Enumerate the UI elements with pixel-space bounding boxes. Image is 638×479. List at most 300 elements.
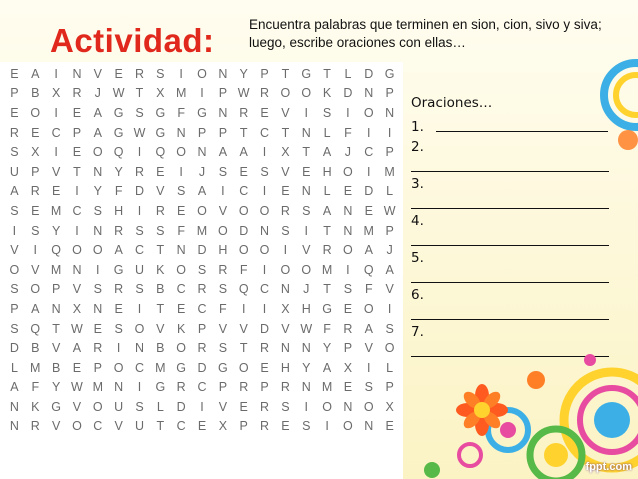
- grid-letter: E: [343, 184, 353, 199]
- grid-letter: L: [386, 184, 394, 199]
- grid-letter: N: [364, 86, 374, 101]
- grid-letter: X: [218, 419, 228, 434]
- grid-letter: O: [301, 262, 312, 277]
- grid-letter: F: [177, 223, 185, 238]
- grid-letter: L: [344, 66, 352, 81]
- grid-letter: N: [385, 105, 395, 120]
- grid-letter: J: [303, 282, 310, 297]
- grid-letter: O: [280, 262, 291, 277]
- grid-letter: I: [54, 66, 58, 81]
- grid-letter: N: [197, 145, 207, 160]
- grid-letter: I: [367, 164, 371, 179]
- grid-letter: W: [383, 203, 396, 218]
- grid-letter: C: [176, 282, 186, 297]
- grid-letter: T: [156, 301, 165, 316]
- sentence-number: 4.: [411, 213, 424, 229]
- grid-letter: V: [156, 184, 165, 199]
- grid-letter: O: [259, 203, 270, 218]
- grid-letter: N: [93, 223, 103, 238]
- grid-letter: K: [322, 86, 332, 101]
- grid-letter: J: [344, 145, 352, 160]
- grid-letter: N: [176, 125, 186, 140]
- grid-letter: I: [283, 243, 288, 258]
- grid-letter: N: [9, 399, 19, 414]
- grid-letter: I: [200, 399, 204, 414]
- sentence-blank-line[interactable]: [411, 194, 609, 209]
- grid-letter: N: [280, 341, 290, 356]
- grid-letter: J: [198, 164, 206, 179]
- grid-letter: U: [114, 399, 124, 414]
- grid-row: [4, 64, 400, 84]
- sentence-blank-line[interactable]: [411, 231, 609, 246]
- grid-letter: E: [385, 419, 394, 434]
- grid-letter: M: [363, 223, 374, 238]
- grid-letter: O: [92, 399, 103, 414]
- grid-letter: R: [260, 399, 270, 414]
- grid-letter: O: [113, 360, 124, 375]
- grid-letter: T: [239, 125, 248, 140]
- grid-letter: Y: [93, 184, 102, 199]
- grid-letter: R: [343, 321, 353, 336]
- grid-letter: Q: [363, 262, 374, 277]
- grid-letter: F: [177, 105, 185, 120]
- grid-row: [4, 142, 400, 162]
- sentence-number: 1.: [411, 119, 424, 135]
- grid-letter: T: [323, 66, 331, 81]
- grid-letter: V: [51, 419, 61, 434]
- grid-letter: A: [31, 66, 40, 81]
- grid-letter: E: [31, 125, 40, 140]
- grid-letter: O: [134, 321, 145, 336]
- grid-letter: O: [384, 341, 395, 356]
- grid-letter: I: [346, 105, 350, 120]
- grid-letter: C: [197, 380, 207, 395]
- grid-letter: O: [363, 399, 374, 414]
- grid-letter: M: [175, 86, 187, 101]
- grid-letter: E: [343, 380, 353, 395]
- grid-letter: C: [197, 301, 207, 316]
- grid-row: [4, 338, 400, 358]
- instructions-text: Encuentra palabras que terminen en sion, cion, sivo y siva; luego, escribe oraciones con ellas…: [249, 17, 602, 50]
- grid-letter: T: [156, 243, 165, 258]
- sentence-number: 5.: [411, 250, 424, 266]
- grid-letter: V: [218, 321, 228, 336]
- grid-letter: P: [197, 125, 207, 140]
- grid-letter: Y: [302, 360, 311, 375]
- grid-letter: I: [116, 341, 121, 356]
- grid-row: [4, 201, 400, 221]
- grid-letter: I: [304, 105, 308, 120]
- grid-letter: B: [31, 86, 40, 101]
- grid-letter: A: [364, 243, 373, 258]
- grid-letter: V: [10, 243, 19, 258]
- grid-letter: S: [343, 282, 353, 297]
- grid-letter: P: [72, 125, 82, 140]
- grid-letter: R: [155, 203, 165, 218]
- grid-letter: A: [10, 380, 19, 395]
- grid-letter: S: [197, 262, 207, 277]
- grid-letter: S: [281, 223, 290, 238]
- grid-letter: O: [176, 341, 187, 356]
- grid-letter: I: [304, 223, 308, 238]
- grid-letter: H: [301, 301, 311, 316]
- grid-letter: A: [322, 203, 332, 218]
- grid-letter: D: [364, 66, 374, 81]
- grid-letter: A: [322, 145, 332, 160]
- grid-letter: I: [325, 419, 329, 434]
- grid-letter: O: [197, 203, 207, 218]
- grid-letter: L: [156, 399, 164, 414]
- grid-letter: V: [156, 321, 165, 336]
- grid-row: [4, 84, 400, 104]
- grid-letter: P: [239, 419, 248, 434]
- grid-letter: L: [10, 360, 18, 375]
- grid-letter: S: [156, 223, 165, 238]
- grid-letter: I: [137, 145, 142, 160]
- grid-letter: Y: [322, 341, 332, 356]
- grid-letter: S: [135, 105, 144, 120]
- sentence-blank-line[interactable]: [436, 119, 608, 132]
- grid-letter: W: [133, 125, 146, 140]
- sentence-item: [411, 137, 626, 172]
- grid-letter: H: [114, 203, 124, 218]
- grid-letter: R: [260, 419, 270, 434]
- grid-letter: I: [387, 125, 392, 140]
- grid-letter: P: [385, 86, 394, 101]
- grid-letter: L: [323, 125, 331, 140]
- sentence-blank-line[interactable]: [411, 305, 609, 320]
- grid-letter: I: [137, 203, 142, 218]
- grid-letter: S: [93, 203, 102, 218]
- grid-letter: N: [280, 282, 290, 297]
- grid-letter: I: [179, 164, 183, 179]
- grid-letter: A: [93, 105, 102, 120]
- grid-letter: N: [134, 341, 144, 356]
- grid-letter: X: [156, 86, 165, 101]
- grid-letter: V: [93, 66, 102, 81]
- grid-letter: I: [96, 262, 100, 277]
- grid-letter: V: [51, 341, 61, 356]
- grid-letter: C: [176, 419, 186, 434]
- grid-letter: S: [218, 341, 228, 356]
- grid-letter: V: [364, 341, 373, 356]
- grid-row: [4, 260, 400, 280]
- grid-letter: O: [343, 419, 353, 434]
- grid-letter: R: [93, 341, 103, 356]
- grid-letter: E: [260, 360, 269, 375]
- grid-letter: E: [177, 203, 186, 218]
- grid-letter: P: [10, 301, 19, 316]
- grid-letter: F: [114, 184, 123, 199]
- grid-letter: E: [114, 301, 123, 316]
- grid-row: [4, 299, 400, 319]
- grid-letter: P: [51, 282, 61, 297]
- grid-letter: F: [31, 380, 40, 395]
- grid-letter: S: [177, 184, 186, 199]
- grid-letter: O: [280, 86, 291, 101]
- grid-letter: X: [343, 360, 353, 375]
- grid-letter: O: [363, 301, 374, 316]
- grid-letter: U: [9, 164, 19, 179]
- grid-letter: A: [31, 301, 40, 316]
- grid-letter: T: [281, 66, 290, 81]
- grid-letter: O: [30, 282, 41, 297]
- grid-letter: S: [260, 164, 269, 179]
- grid-letter: H: [322, 164, 332, 179]
- grid-letter: Y: [51, 380, 61, 395]
- grid-letter: A: [93, 125, 102, 140]
- grid-letter: F: [364, 282, 373, 297]
- grid-letter: O: [322, 399, 332, 414]
- grid-letter: S: [93, 282, 102, 297]
- sentence-item: [411, 174, 626, 209]
- grid-letter: O: [259, 243, 270, 258]
- grid-letter: V: [72, 399, 82, 414]
- grid-letter: P: [197, 321, 207, 336]
- grid-letter: R: [260, 341, 270, 356]
- grid-letter: K: [31, 399, 40, 414]
- grid-letter: I: [262, 184, 267, 199]
- sentences-title: Oraciones…: [411, 95, 493, 111]
- grid-letter: X: [385, 399, 394, 414]
- grid-letter: O: [363, 105, 374, 120]
- grid-letter: G: [301, 66, 312, 81]
- grid-letter: O: [343, 164, 353, 179]
- grid-row: [4, 123, 400, 143]
- grid-letter: T: [323, 223, 331, 238]
- grid-letter: V: [218, 399, 228, 414]
- grid-letter: E: [93, 321, 102, 336]
- grid-letter: T: [281, 125, 290, 140]
- grid-letter: D: [364, 184, 374, 199]
- grid-letter: G: [155, 125, 166, 140]
- grid-letter: D: [260, 321, 270, 336]
- grid-letter: K: [177, 321, 186, 336]
- grid-letter: G: [322, 301, 332, 316]
- grid-letter: N: [343, 223, 353, 238]
- grid-letter: N: [260, 223, 270, 238]
- grid-letter: N: [9, 419, 19, 434]
- grid-letter: R: [260, 86, 270, 101]
- grid-letter: R: [30, 184, 40, 199]
- grid-letter: N: [343, 203, 353, 218]
- grid-letter: G: [113, 125, 124, 140]
- grid-letter: S: [385, 321, 394, 336]
- grid-letter: I: [54, 145, 58, 160]
- grid-letter: I: [387, 301, 392, 316]
- grid-letter: E: [197, 419, 207, 434]
- grid-letter: T: [135, 86, 144, 101]
- grid-letter: E: [72, 105, 82, 120]
- grid-letter: Q: [30, 321, 41, 336]
- grid-letter: H: [280, 360, 290, 375]
- grid-letter: P: [93, 360, 102, 375]
- grid-letter: C: [260, 282, 270, 297]
- grid-letter: E: [10, 66, 19, 81]
- grid-letter: N: [301, 380, 311, 395]
- grid-letter: I: [304, 399, 308, 414]
- grid-letter: R: [9, 125, 19, 140]
- grid-letter: O: [238, 360, 249, 375]
- sentence-item: [411, 322, 626, 357]
- grid-letter: I: [137, 380, 142, 395]
- grid-letter: O: [176, 262, 187, 277]
- grid-letter: N: [72, 262, 82, 277]
- grid-letter: Y: [239, 66, 248, 81]
- grid-letter: S: [364, 380, 373, 395]
- grid-letter: T: [156, 419, 165, 434]
- grid-letter: R: [218, 262, 228, 277]
- grid-letter: E: [51, 184, 61, 199]
- grid-letter: T: [239, 341, 248, 356]
- grid-letter: S: [10, 321, 19, 336]
- grid-letter: S: [135, 282, 144, 297]
- grid-letter: E: [72, 145, 82, 160]
- grid-letter: T: [52, 321, 60, 336]
- grid-letter: R: [239, 105, 249, 120]
- grid-letter: E: [281, 419, 290, 434]
- grid-letter: S: [10, 145, 19, 160]
- grid-letter: N: [218, 66, 228, 81]
- grid-letter: G: [155, 105, 166, 120]
- grid-letter: E: [260, 105, 269, 120]
- grid-letter: L: [386, 360, 394, 375]
- grid-letter: V: [51, 164, 61, 179]
- grid-letter: S: [302, 203, 311, 218]
- grid-letter: I: [346, 262, 350, 277]
- grid-letter: R: [114, 282, 124, 297]
- grid-row: [4, 182, 400, 202]
- grid-letter: R: [280, 203, 290, 218]
- sentence-number: 6.: [411, 287, 424, 303]
- grid-letter: O: [343, 243, 353, 258]
- grid-letter: C: [93, 419, 103, 434]
- grid-letter: S: [10, 282, 19, 297]
- grid-letter: E: [114, 66, 123, 81]
- grid-letter: R: [134, 66, 144, 81]
- grid-letter: C: [364, 145, 374, 160]
- grid-letter: V: [239, 321, 248, 336]
- grid-letter: F: [219, 301, 227, 316]
- grid-letter: P: [218, 380, 228, 395]
- grid-letter: I: [262, 145, 267, 160]
- grid-letter: C: [51, 125, 61, 140]
- grid-letter: I: [367, 125, 371, 140]
- grid-row: [4, 319, 400, 339]
- grid-letter: X: [281, 145, 290, 160]
- grid-letter: A: [364, 321, 373, 336]
- grid-letter: I: [137, 301, 142, 316]
- grid-letter: N: [301, 125, 311, 140]
- sentence-blank-line[interactable]: [411, 157, 609, 172]
- sentence-blank-line[interactable]: [411, 268, 609, 283]
- grid-letter: D: [9, 341, 19, 356]
- grid-letter: T: [323, 282, 331, 297]
- grid-letter: W: [71, 380, 83, 395]
- grid-letter: P: [260, 380, 269, 395]
- grid-letter: R: [239, 380, 249, 395]
- grid-letter: D: [197, 360, 207, 375]
- grid-letter: V: [218, 203, 228, 218]
- grid-letter: X: [281, 301, 290, 316]
- grid-letter: S: [135, 399, 144, 414]
- grid-letter: A: [239, 145, 248, 160]
- grid-letter: N: [343, 399, 353, 414]
- grid-letter: S: [114, 321, 123, 336]
- grid-row: [4, 240, 400, 260]
- grid-letter: D: [343, 86, 353, 101]
- sentences-list: [411, 117, 626, 357]
- grid-letter: B: [51, 360, 61, 375]
- grid-letter: J: [386, 243, 393, 258]
- grid-letter: V: [114, 419, 123, 434]
- grid-row: [4, 397, 400, 417]
- grid-letter: V: [72, 282, 82, 297]
- grid-letter: R: [197, 341, 207, 356]
- sentence-item: [411, 117, 626, 137]
- grid-letter: N: [51, 301, 61, 316]
- grid-letter: Q: [113, 145, 124, 160]
- grid-row: [4, 417, 400, 437]
- grid-letter: H: [218, 243, 228, 258]
- grid-letter: P: [31, 164, 40, 179]
- sentence-number: 2.: [411, 139, 424, 155]
- grid-letter: B: [156, 282, 165, 297]
- grid-letter: Y: [114, 164, 123, 179]
- grid-letter: C: [72, 203, 82, 218]
- grid-letter: R: [72, 86, 82, 101]
- grid-letter: A: [385, 262, 394, 277]
- grid-letter: L: [323, 184, 331, 199]
- grid-letter: I: [54, 105, 58, 120]
- sentence-item: [411, 248, 626, 283]
- grid-letter: E: [72, 360, 82, 375]
- grid-letter: A: [114, 243, 123, 258]
- grid-letter: F: [239, 262, 248, 277]
- grid-letter: U: [134, 419, 144, 434]
- grid-letter: P: [260, 66, 269, 81]
- grid-letter: J: [94, 86, 101, 101]
- grid-letter: N: [301, 184, 311, 199]
- grid-letter: I: [75, 223, 79, 238]
- grid-letter: R: [322, 243, 332, 258]
- grid-letter: R: [30, 419, 40, 434]
- grid-letter: S: [322, 105, 332, 120]
- grid-letter: P: [218, 86, 228, 101]
- grid-letter: N: [301, 341, 311, 356]
- grid-letter: O: [197, 66, 207, 81]
- grid-letter: W: [71, 321, 83, 336]
- activity-title: Actividad:: [50, 22, 215, 59]
- grid-letter: P: [385, 145, 394, 160]
- grid-letter: M: [50, 203, 62, 218]
- grid-row: [4, 280, 400, 300]
- grid-letter: P: [218, 125, 228, 140]
- grid-letter: W: [300, 321, 313, 336]
- grid-letter: O: [217, 223, 228, 238]
- grid-letter: M: [384, 164, 395, 179]
- grid-letter: A: [72, 341, 82, 356]
- grid-letter: D: [239, 223, 249, 238]
- word-search-grid: [0, 62, 403, 479]
- grid-letter: G: [217, 360, 228, 375]
- grid-letter: S: [218, 282, 228, 297]
- grid-letter: E: [239, 164, 248, 179]
- grid-letter: E: [281, 184, 290, 199]
- brand-watermark: fppt.com: [585, 461, 632, 473]
- grid-row: [4, 162, 400, 182]
- sentence-blank-line[interactable]: [411, 342, 609, 357]
